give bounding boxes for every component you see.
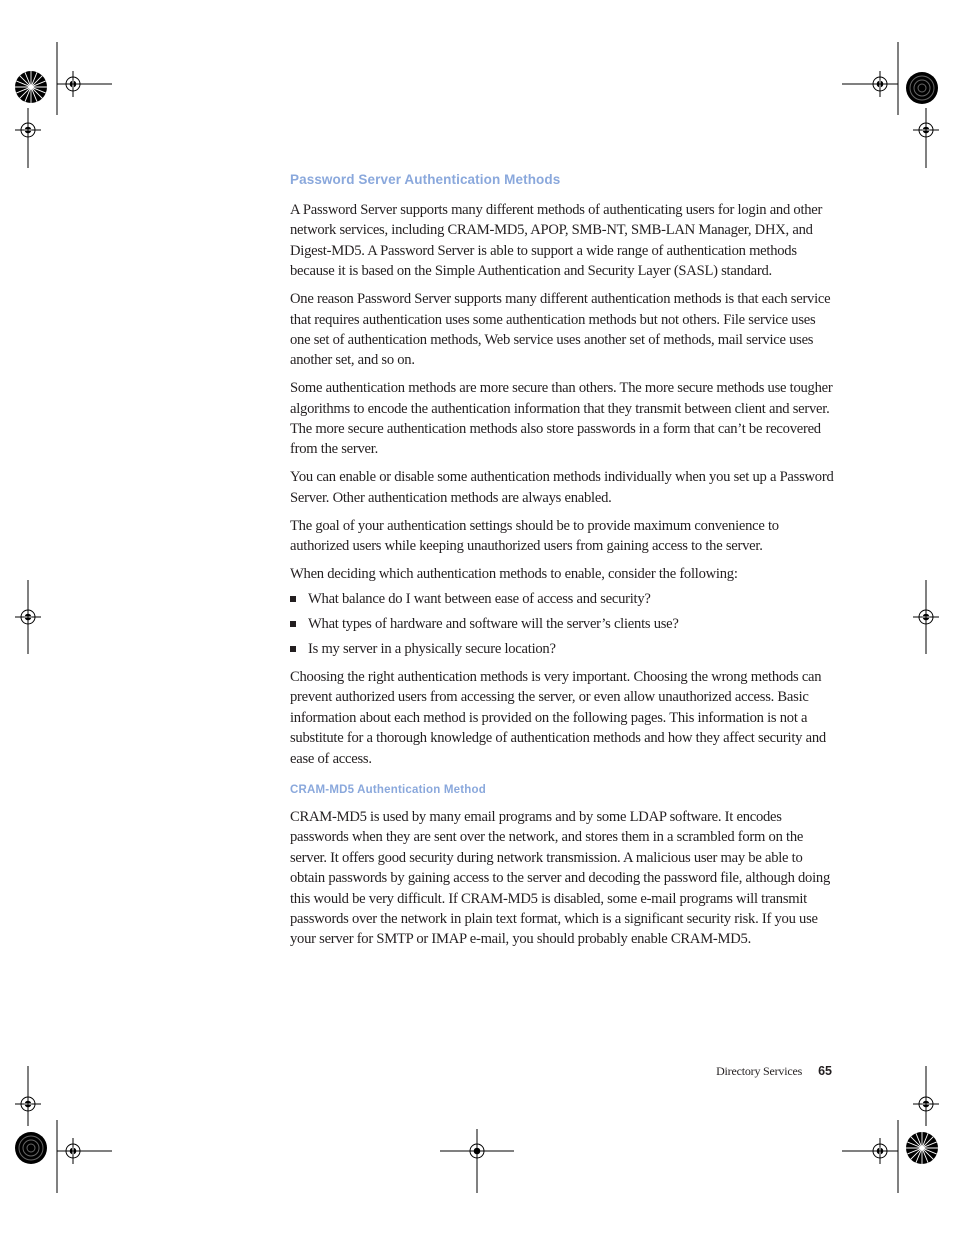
list-item-text: What types of hardware and software will the server’s clients use? (308, 616, 679, 632)
list-item (290, 589, 835, 609)
bullet-icon (290, 621, 296, 627)
paragraph: You can enable or disable some authentication methods individually when you set up a Password Server. Other authentication methods are always enabled. (290, 469, 834, 506)
consideration-list (290, 589, 835, 659)
bullet-icon (290, 596, 296, 602)
paragraph: The goal of your authentication settings should be to provide maximum convenience to authorized users while keeping unauthorized users from gaining access to the server. (290, 517, 779, 555)
page-number: 65 (818, 1064, 832, 1078)
paragraph: When deciding which authentication methods to enable, consider the following: (290, 566, 738, 582)
section-heading: Password Server Authentication Methods (290, 172, 561, 187)
list-item-text: Is my server in a physically secure location? (308, 640, 556, 657)
bullet-icon (290, 646, 296, 652)
page-footer (600, 1064, 832, 1079)
main-content (290, 172, 835, 957)
footer-section-title: Directory Services (716, 1064, 803, 1078)
list-item (290, 639, 835, 659)
paragraph: One reason Password Server supports many different authentication methods is that each service that requires authentication uses some authentication methods but not others. File service uses one set of authentication methods, Web service uses another set of methods, mail service uses another set, and so on. (290, 291, 831, 369)
list-item (290, 614, 835, 634)
paragraph: A Password Server supports many different methods of authenticating users for login and other network services, including CRAM-MD5, APOP, SMB-NT, SMB-LAN Manager, DHX, and Digest-MD5. A Password Server is able to support a wide range of authentication methods because it is based on the Simple Authentication and Security Layer (SASL) standard. (290, 202, 823, 280)
paragraph: CRAM-MD5 is used by many email programs and by some LDAP software. It encodes passwords when they are sent over the network, and stores them in a scrambled form on the server. It offers good security during network transmission. A malicious user may be able to obtain passwords by gaining access to the server and decoding the password file, although doing this would be very difficult. If CRAM-MD5 is disabled, some e-mail programs will transmit passwords over the network in plain text format, which is a significant security risk. If you use your server for SMTP or IMAP e-mail, you should probably enable CRAM-MD5. (290, 809, 831, 948)
paragraph: Some authentication methods are more secure than others. The more secure methods use tougher algorithms to encode the authentication information that they transmit between client and server. The more secure authentication methods also store passwords in a form that can’t be recovered from the server. (290, 380, 833, 458)
subsection-heading: CRAM-MD5 Authentication Method (290, 784, 486, 797)
list-item-text: What balance do I want between ease of access and security? (308, 591, 651, 608)
paragraph: Choosing the right authentication methods is very important. Choosing the wrong methods can prevent authorized users from accessing the server, or even allow unauthorized access. Basic information about each method is provided on the following pages. This information is not a substitute for a thorough knowledge of authentication methods and how they affect security and ease of access. (290, 669, 826, 767)
